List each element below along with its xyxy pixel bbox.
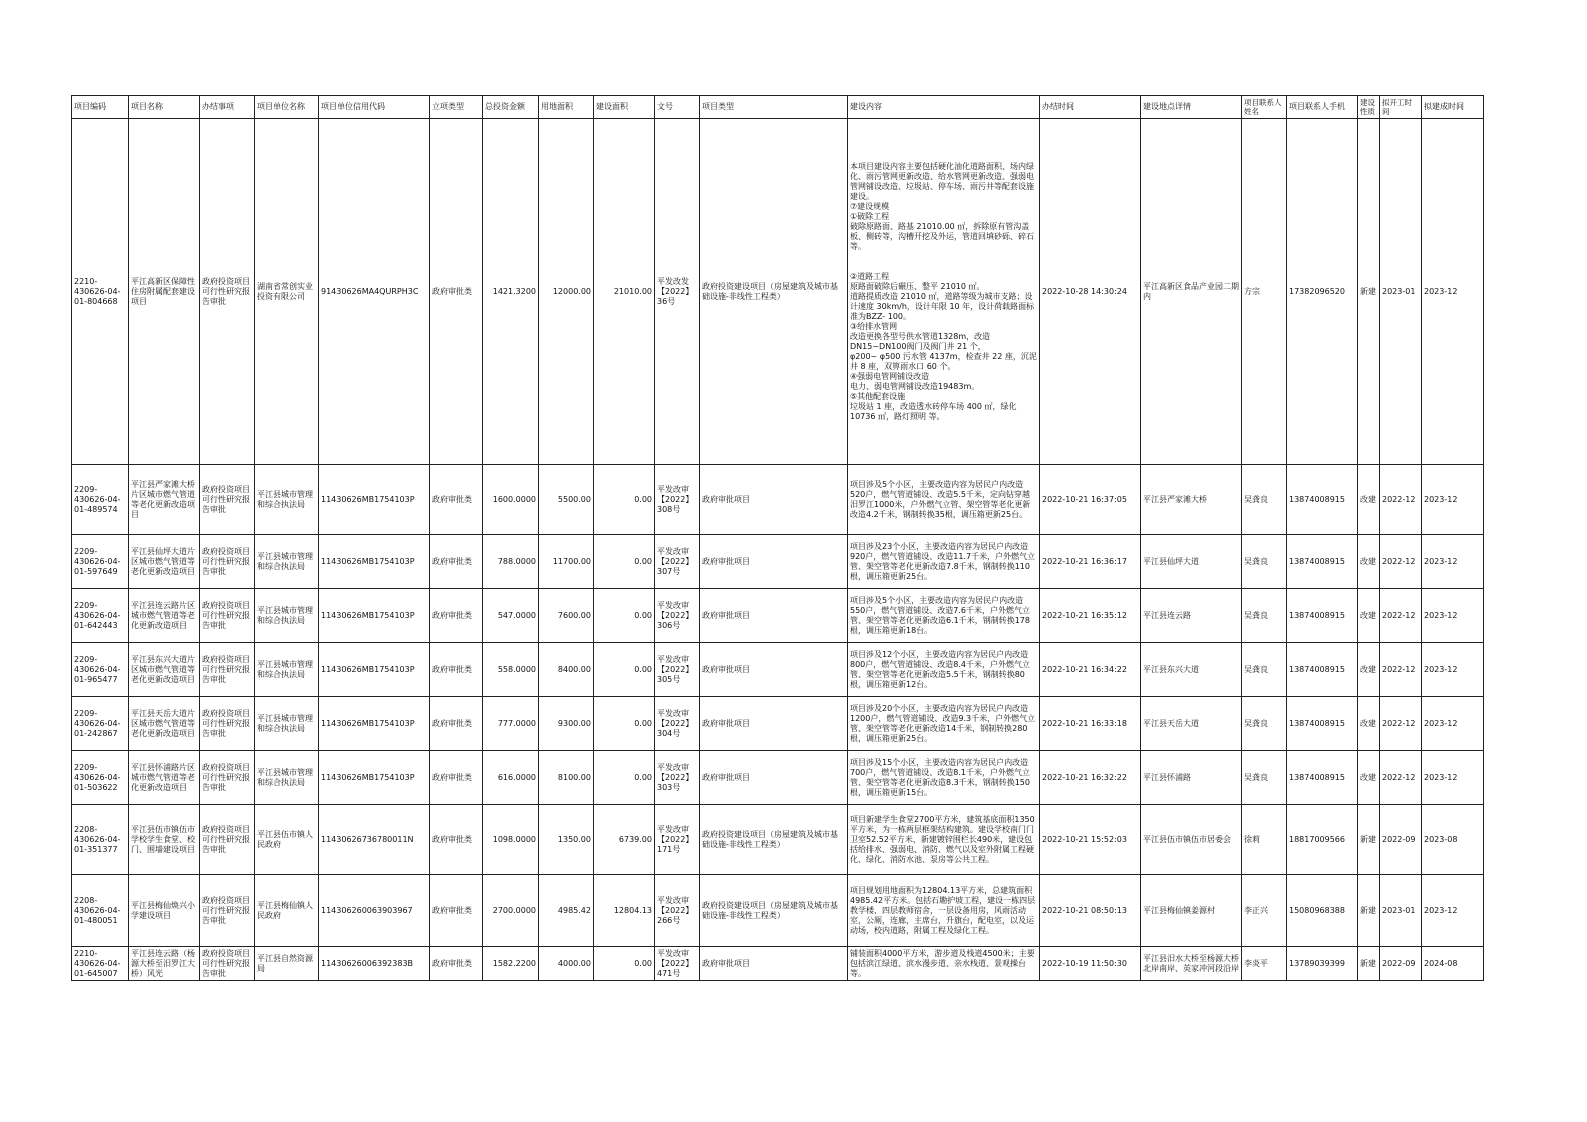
cell-content: 项目新建学生食堂2700平方米，建筑基底面积1350平方米，为一栋两层框架结构建筑。建设学校南门门卫室52.52平方米，新建镀锌围栏长490米，建设包括给排水、强弱电、消防、燃气以及室外附属工程硬化、绿化、消防水池、泵房等公共工程。	[848, 805, 1040, 875]
cell-doc-no: 平发改审【2022】304号	[655, 697, 700, 751]
cell-name: 平江县连云路（杨源大桥至汨罗江大桥）风光	[129, 947, 200, 981]
cell-land-area: 5500.00	[539, 465, 594, 535]
col-header: 总投资金额	[483, 96, 539, 119]
table-row	[72, 465, 1484, 535]
cell-investment: 788.0000	[483, 535, 539, 589]
cell-investment: 1582.2200	[483, 947, 539, 981]
cell-location: 平江县仙坪大道	[1141, 535, 1242, 589]
cell-doc-no: 平发改审【2022】171号	[655, 805, 700, 875]
cell-doc-no: 平发改审【2022】306号	[655, 589, 700, 643]
cell-name: 平江县东兴大道片区城市燃气管道等老化更新改造项目	[129, 643, 200, 697]
cell-content: 项目规划用地面积为12804.13平方米，总建筑面积4985.42平方米。包括石墈护坡工程，建设一栋四层教学楼，四层教师宿舍，一层设备用房，风雨活动室，公厕，连廊，主席台，升旗台，配电室，以及运动场，校内道路，附属工程及绿化工程。	[848, 875, 1040, 947]
cell-content: 项目涉及5个小区，主要改造内容为居民户内改造550户，燃气管道铺设、改造7.6千米，户外燃气立管、架空管等老化更新改造6.1千米，钢制转换178根，调压箱更新18台。	[848, 589, 1040, 643]
cell-start: 2023-01	[1380, 875, 1422, 947]
cell-matter: 政府投资项目可行性研究报告审批	[200, 465, 255, 535]
cell-contact: 李炎平	[1242, 947, 1287, 981]
cell-matter: 政府投资项目可行性研究报告审批	[200, 697, 255, 751]
cell-phone: 13874008915	[1287, 751, 1358, 805]
cell-location: 平江县梅仙镇姜源村	[1141, 875, 1242, 947]
col-header: 办结事项	[200, 96, 255, 119]
cell-unit: 平江县城市管理和综合执法局	[255, 589, 319, 643]
cell-phone: 13874008915	[1287, 465, 1358, 535]
cell-code: 2210-430626-04-01-804668	[72, 119, 129, 465]
cell-end: 2023-12	[1422, 465, 1484, 535]
cell-unit: 湖南省常创实业投资有限公司	[255, 119, 319, 465]
cell-build-area: 6739.00	[594, 805, 655, 875]
col-header: 项目联系人姓名	[1242, 96, 1287, 119]
cell-credit: 11430626MB1754103P	[319, 465, 430, 535]
col-header: 办结时间	[1040, 96, 1141, 119]
table-row	[72, 697, 1484, 751]
cell-credit: 11430626006392383B	[319, 947, 430, 981]
cell-phone: 18817009566	[1287, 805, 1358, 875]
cell-land-area: 9300.00	[539, 697, 594, 751]
cell-nature: 新建	[1358, 947, 1380, 981]
cell-code: 2209-430626-04-01-242867	[72, 697, 129, 751]
project-table	[71, 95, 1484, 981]
cell-approval-type: 政府审批类	[430, 751, 483, 805]
cell-code: 2209-430626-04-01-965477	[72, 643, 129, 697]
cell-code: 2209-430626-04-01-503622	[72, 751, 129, 805]
cell-credit: 11430626MB1754103P	[319, 643, 430, 697]
cell-unit: 平江县梅仙镇人民政府	[255, 875, 319, 947]
cell-land-area: 8400.00	[539, 643, 594, 697]
cell-finish-time: 2022-10-21 16:35:12	[1040, 589, 1141, 643]
header-row	[72, 96, 1484, 119]
cell-unit: 平江县城市管理和综合执法局	[255, 535, 319, 589]
cell-doc-no: 平发改审【2022】307号	[655, 535, 700, 589]
cell-end: 2023-12	[1422, 535, 1484, 589]
cell-credit: 11430626MB1754103P	[319, 751, 430, 805]
col-header: 建设面积	[594, 96, 655, 119]
cell-approval-type: 政府审批类	[430, 697, 483, 751]
cell-name: 平江高新区保障性住房附属配套建设项目	[129, 119, 200, 465]
cell-phone: 13874008915	[1287, 643, 1358, 697]
col-header: 建设内容	[848, 96, 1040, 119]
cell-content: 铺装面积4000平方米，游步道及栈道4500米；主要包括滨江绿道、滨水漫步道、亲水栈道、景观操台等。	[848, 947, 1040, 981]
cell-end: 2023-12	[1422, 119, 1484, 465]
cell-finish-time: 2022-10-21 16:33:18	[1040, 697, 1141, 751]
cell-build-area: 0.00	[594, 751, 655, 805]
cell-end: 2023-12	[1422, 589, 1484, 643]
cell-phone: 15080968388	[1287, 875, 1358, 947]
table-row	[72, 751, 1484, 805]
cell-finish-time: 2022-10-21 15:52:03	[1040, 805, 1141, 875]
table-row	[72, 947, 1484, 981]
cell-project-type: 政府投资建设项目（房屋建筑及城市基础设施-非线性工程类）	[700, 875, 848, 947]
cell-doc-no: 平发改审【2022】471号	[655, 947, 700, 981]
cell-project-type: 政府审批项目	[700, 947, 848, 981]
cell-nature: 新建	[1358, 875, 1380, 947]
cell-start: 2023-01	[1380, 119, 1422, 465]
cell-investment: 547.0000	[483, 589, 539, 643]
cell-approval-type: 政府审批类	[430, 805, 483, 875]
cell-finish-time: 2022-10-19 11:50:30	[1040, 947, 1141, 981]
cell-build-area: 0.00	[594, 589, 655, 643]
cell-unit: 平江县城市管理和综合执法局	[255, 643, 319, 697]
cell-content: 本项目建设内容主要包括硬化油化道路面积、场内绿化、雨污管网更新改造、给水管网更新改造、强弱电管网铺设改造、垃圾站、停车场、雨污井等配套设施建设。 ⑦建设规模 ①破除工程 破除原路面、路基 21010.00 ㎡，拆除原有管沟盖板、侧砖等，沟槽开挖及外运，管道回填砂砾、碎石等。 ②道路工程 原路面破除后碾压、整平 21010 ㎡。 道路提质改造 21010 ㎡，道路等级为城市支路；设计速度 30km/h，设计年限 10 年，设计荷载路面标准为BZZ- 100。 ③给排水管网 改造更换各型号供水管道1328m，改造DN15~DN100阀门及阀门井 21 个， φ200~ φ500 污水管 4137m，检查井 22 座，沉泥井 8 座，双箅雨水口 60 个。 ④强弱电管网铺设改造 电力、弱电管网铺设改造19483m。 ⑤其他配套设施 垃圾站 1 座，改造透水砖停车场 400 ㎡，绿化 10736 ㎡，路灯照明 等。	[848, 119, 1040, 465]
table-row	[72, 589, 1484, 643]
cell-content: 项目涉及15个小区，主要改造内容为居民户内改造700户，燃气管道铺设、改造8.1千米，户外燃气立管、架空管等老化更新改造8.3千米，钢制转换150根，调压箱更新15台。	[848, 751, 1040, 805]
cell-matter: 政府投资项目可行性研究报告审批	[200, 947, 255, 981]
cell-project-type: 政府审批项目	[700, 535, 848, 589]
cell-matter: 政府投资项目可行性研究报告审批	[200, 119, 255, 465]
cell-location: 平江县天岳大道	[1141, 697, 1242, 751]
cell-land-area: 8100.00	[539, 751, 594, 805]
col-header: 项目编码	[72, 96, 129, 119]
cell-name: 平江县伍市镇伍市学校学生食堂、校门、围墙建设项目	[129, 805, 200, 875]
cell-build-area: 0.00	[594, 643, 655, 697]
cell-end: 2024-08	[1422, 947, 1484, 981]
cell-project-type: 政府审批项目	[700, 589, 848, 643]
cell-phone: 13874008915	[1287, 589, 1358, 643]
cell-build-area: 0.00	[594, 535, 655, 589]
cell-credit: 11430626MB1754103P	[319, 535, 430, 589]
cell-content: 项目涉及5个小区，主要改造内容为居民户内改造520户，燃气管道铺设、改造5.5千米，定向钻穿越汨罗江1000米，户外燃气立管、架空管等老化更新改造4.2千米，钢制转换35根，调压箱更新25台。	[848, 465, 1040, 535]
cell-approval-type: 政府审批类	[430, 643, 483, 697]
cell-finish-time: 2022-10-28 14:30:24	[1040, 119, 1141, 465]
cell-start: 2022-09	[1380, 947, 1422, 981]
cell-doc-no: 平发改发【2022】36号	[655, 119, 700, 465]
cell-unit: 平江县城市管理和综合执法局	[255, 751, 319, 805]
cell-phone: 13789039399	[1287, 947, 1358, 981]
cell-approval-type: 政府审批类	[430, 875, 483, 947]
cell-doc-no: 平发改审【2022】303号	[655, 751, 700, 805]
cell-credit: 11430626736780011N	[319, 805, 430, 875]
cell-content: 项目涉及23个小区，主要改造内容为居民户内改造920户，燃气管道铺设、改造11.7千米，户外燃气立管、架空管等老化更新改造7.8千米，钢制转换110根，调压箱更新25台。	[848, 535, 1040, 589]
cell-contact: 吴龚良	[1242, 535, 1287, 589]
col-header: 拟建成时间	[1422, 96, 1484, 119]
cell-nature: 新建	[1358, 805, 1380, 875]
cell-doc-no: 平发改审【2022】308号	[655, 465, 700, 535]
cell-project-type: 政府审批项目	[700, 751, 848, 805]
cell-code: 2210-430626-04-01-645007	[72, 947, 129, 981]
cell-land-area: 12000.00	[539, 119, 594, 465]
cell-unit: 平江县城市管理和综合执法局	[255, 465, 319, 535]
cell-project-type: 政府审批项目	[700, 697, 848, 751]
cell-project-type: 政府审批项目	[700, 643, 848, 697]
cell-name: 平江县连云路片区城市燃气管道等老化更新改造项目	[129, 589, 200, 643]
cell-start: 2022-12	[1380, 697, 1422, 751]
cell-name: 平江县仙坪大道片区城市燃气管道等老化更新改造项目	[129, 535, 200, 589]
cell-unit: 平江县自然资源局	[255, 947, 319, 981]
cell-investment: 1421.3200	[483, 119, 539, 465]
cell-credit: 11430626MB1754103P	[319, 589, 430, 643]
cell-nature: 改建	[1358, 589, 1380, 643]
cell-investment: 616.0000	[483, 751, 539, 805]
cell-location: 平江县怀浦路	[1141, 751, 1242, 805]
cell-name: 平江县严家滩大桥片区城市燃气管道等老化更新改造项目	[129, 465, 200, 535]
cell-contact: 李正兴	[1242, 875, 1287, 947]
cell-code: 2209-430626-04-01-597649	[72, 535, 129, 589]
cell-project-type: 政府审批项目	[700, 465, 848, 535]
cell-approval-type: 政府审批类	[430, 465, 483, 535]
cell-start: 2022-12	[1380, 535, 1422, 589]
cell-finish-time: 2022-10-21 16:34:22	[1040, 643, 1141, 697]
cell-code: 2208-430626-04-01-351377	[72, 805, 129, 875]
cell-start: 2022-12	[1380, 643, 1422, 697]
cell-land-area: 7600.00	[539, 589, 594, 643]
cell-contact: 吴龚良	[1242, 465, 1287, 535]
cell-nature: 新建	[1358, 119, 1380, 465]
cell-content: 项目涉及20个小区，主要改造内容为居民户内改造1200户，燃气管道铺设、改造9.3千米，户外燃气立管、架空管等老化更新改造14千米，钢制转换280根，调压箱更新25台。	[848, 697, 1040, 751]
cell-nature: 改建	[1358, 465, 1380, 535]
cell-name: 平江县怀浦路片区城市燃气管道等老化更新改造项目	[129, 751, 200, 805]
cell-build-area: 0.00	[594, 465, 655, 535]
cell-matter: 政府投资项目可行性研究报告审批	[200, 875, 255, 947]
cell-code: 2209-430626-04-01-642443	[72, 589, 129, 643]
col-header: 建设性质	[1358, 96, 1380, 119]
cell-matter: 政府投资项目可行性研究报告审批	[200, 589, 255, 643]
cell-land-area: 1350.00	[539, 805, 594, 875]
cell-end: 2023-08	[1422, 805, 1484, 875]
cell-end: 2023-12	[1422, 875, 1484, 947]
cell-nature: 改建	[1358, 697, 1380, 751]
cell-end: 2023-12	[1422, 751, 1484, 805]
cell-credit: 11430626MB1754103P	[319, 697, 430, 751]
cell-project-type: 政府投资建设项目（房屋建筑及城市基础设施-非线性工程类）	[700, 805, 848, 875]
cell-finish-time: 2022-10-21 16:32:22	[1040, 751, 1141, 805]
cell-approval-type: 政府审批类	[430, 119, 483, 465]
cell-credit: 11430626006390396​7	[319, 875, 430, 947]
cell-investment: 558.0000	[483, 643, 539, 697]
cell-build-area: 21010.00	[594, 119, 655, 465]
cell-nature: 改建	[1358, 643, 1380, 697]
cell-land-area: 11700.00	[539, 535, 594, 589]
col-header: 项目单位信用代码	[319, 96, 430, 119]
cell-build-area: 12804.13	[594, 875, 655, 947]
cell-end: 2023-12	[1422, 697, 1484, 751]
table-row	[72, 643, 1484, 697]
cell-investment: 1600.0000	[483, 465, 539, 535]
col-header: 建设地点详情	[1141, 96, 1242, 119]
cell-finish-time: 2022-10-21 16:36:17	[1040, 535, 1141, 589]
col-header: 项目名称	[129, 96, 200, 119]
cell-name: 平江县梅仙焕兴小学建设项目	[129, 875, 200, 947]
cell-project-type: 政府投资建设项目（房屋建筑及城市基础设施-非线性工程类）	[700, 119, 848, 465]
cell-doc-no: 平发改审【2022】305号	[655, 643, 700, 697]
table-row	[72, 119, 1484, 465]
cell-location: 平江县汨水大桥至杨源大桥北岸南岸、英家冲河段沿岸	[1141, 947, 1242, 981]
cell-doc-no: 平发改审【2022】266号	[655, 875, 700, 947]
cell-unit: 平江县伍市镇人民政府	[255, 805, 319, 875]
col-header: 项目单位名称	[255, 96, 319, 119]
cell-approval-type: 政府审批类	[430, 535, 483, 589]
table-row	[72, 875, 1484, 947]
cell-build-area: 0.00	[594, 697, 655, 751]
cell-location: 平江县东兴大道	[1141, 643, 1242, 697]
col-header: 用地面积	[539, 96, 594, 119]
cell-finish-time: 2022-10-21 08:50:13	[1040, 875, 1141, 947]
cell-phone: 13874008915	[1287, 535, 1358, 589]
cell-location: 平江高新区食品产业园二期内	[1141, 119, 1242, 465]
cell-start: 2022-09	[1380, 805, 1422, 875]
cell-contact: 方宗	[1242, 119, 1287, 465]
cell-start: 2022-12	[1380, 751, 1422, 805]
cell-phone: 17382096520	[1287, 119, 1358, 465]
cell-code: 2208-430626-04-01-480051	[72, 875, 129, 947]
cell-contact: 吴龚良	[1242, 751, 1287, 805]
cell-build-area: 0.00	[594, 947, 655, 981]
cell-contact: 吴龚良	[1242, 697, 1287, 751]
cell-end: 2023-12	[1422, 643, 1484, 697]
cell-nature: 改建	[1358, 751, 1380, 805]
cell-approval-type: 政府审批类	[430, 589, 483, 643]
cell-credit: 91430626MA4QURPH3C	[319, 119, 430, 465]
col-header: 拟开工时间	[1380, 96, 1422, 119]
cell-start: 2022-12	[1380, 465, 1422, 535]
cell-start: 2022-12	[1380, 589, 1422, 643]
cell-matter: 政府投资项目可行性研究报告审批	[200, 535, 255, 589]
cell-investment: 1098.0000	[483, 805, 539, 875]
col-header: 项目联系人手机	[1287, 96, 1358, 119]
col-header: 立项类型	[430, 96, 483, 119]
col-header: 文号	[655, 96, 700, 119]
cell-contact: 吴龚良	[1242, 643, 1287, 697]
cell-matter: 政府投资项目可行性研究报告审批	[200, 751, 255, 805]
cell-location: 平江县伍市镇伍市居委会	[1141, 805, 1242, 875]
cell-location: 平江县严家滩大桥	[1141, 465, 1242, 535]
cell-approval-type: 政府审批类	[430, 947, 483, 981]
cell-investment: 777.0000	[483, 697, 539, 751]
cell-content: 项目涉及12个小区，主要改造内容为居民户内改造800户，燃气管道铺设、改造8.4千米，户外燃气立管、架空管等老化更新改造5.5千米，钢制转换80根，调压箱更新12台。	[848, 643, 1040, 697]
cell-matter: 政府投资项目可行性研究报告审批	[200, 643, 255, 697]
table-row	[72, 535, 1484, 589]
cell-finish-time: 2022-10-21 16:37:05	[1040, 465, 1141, 535]
cell-code: 2209-430626-04-01-489574	[72, 465, 129, 535]
cell-investment: 2700.0000	[483, 875, 539, 947]
cell-contact: 吴龚良	[1242, 589, 1287, 643]
cell-unit: 平江县城市管理和综合执法局	[255, 697, 319, 751]
table-row	[72, 805, 1484, 875]
cell-land-area: 4985.42	[539, 875, 594, 947]
cell-location: 平江县连云路	[1141, 589, 1242, 643]
cell-nature: 改建	[1358, 535, 1380, 589]
cell-matter: 政府投资项目可行性研究报告审批	[200, 805, 255, 875]
col-header: 项目类型	[700, 96, 848, 119]
cell-contact: 徐莉	[1242, 805, 1287, 875]
cell-phone: 13874008915	[1287, 697, 1358, 751]
cell-land-area: 4000.00	[539, 947, 594, 981]
cell-name: 平江县天岳大道片区城市燃气管道等老化更新改造项目	[129, 697, 200, 751]
